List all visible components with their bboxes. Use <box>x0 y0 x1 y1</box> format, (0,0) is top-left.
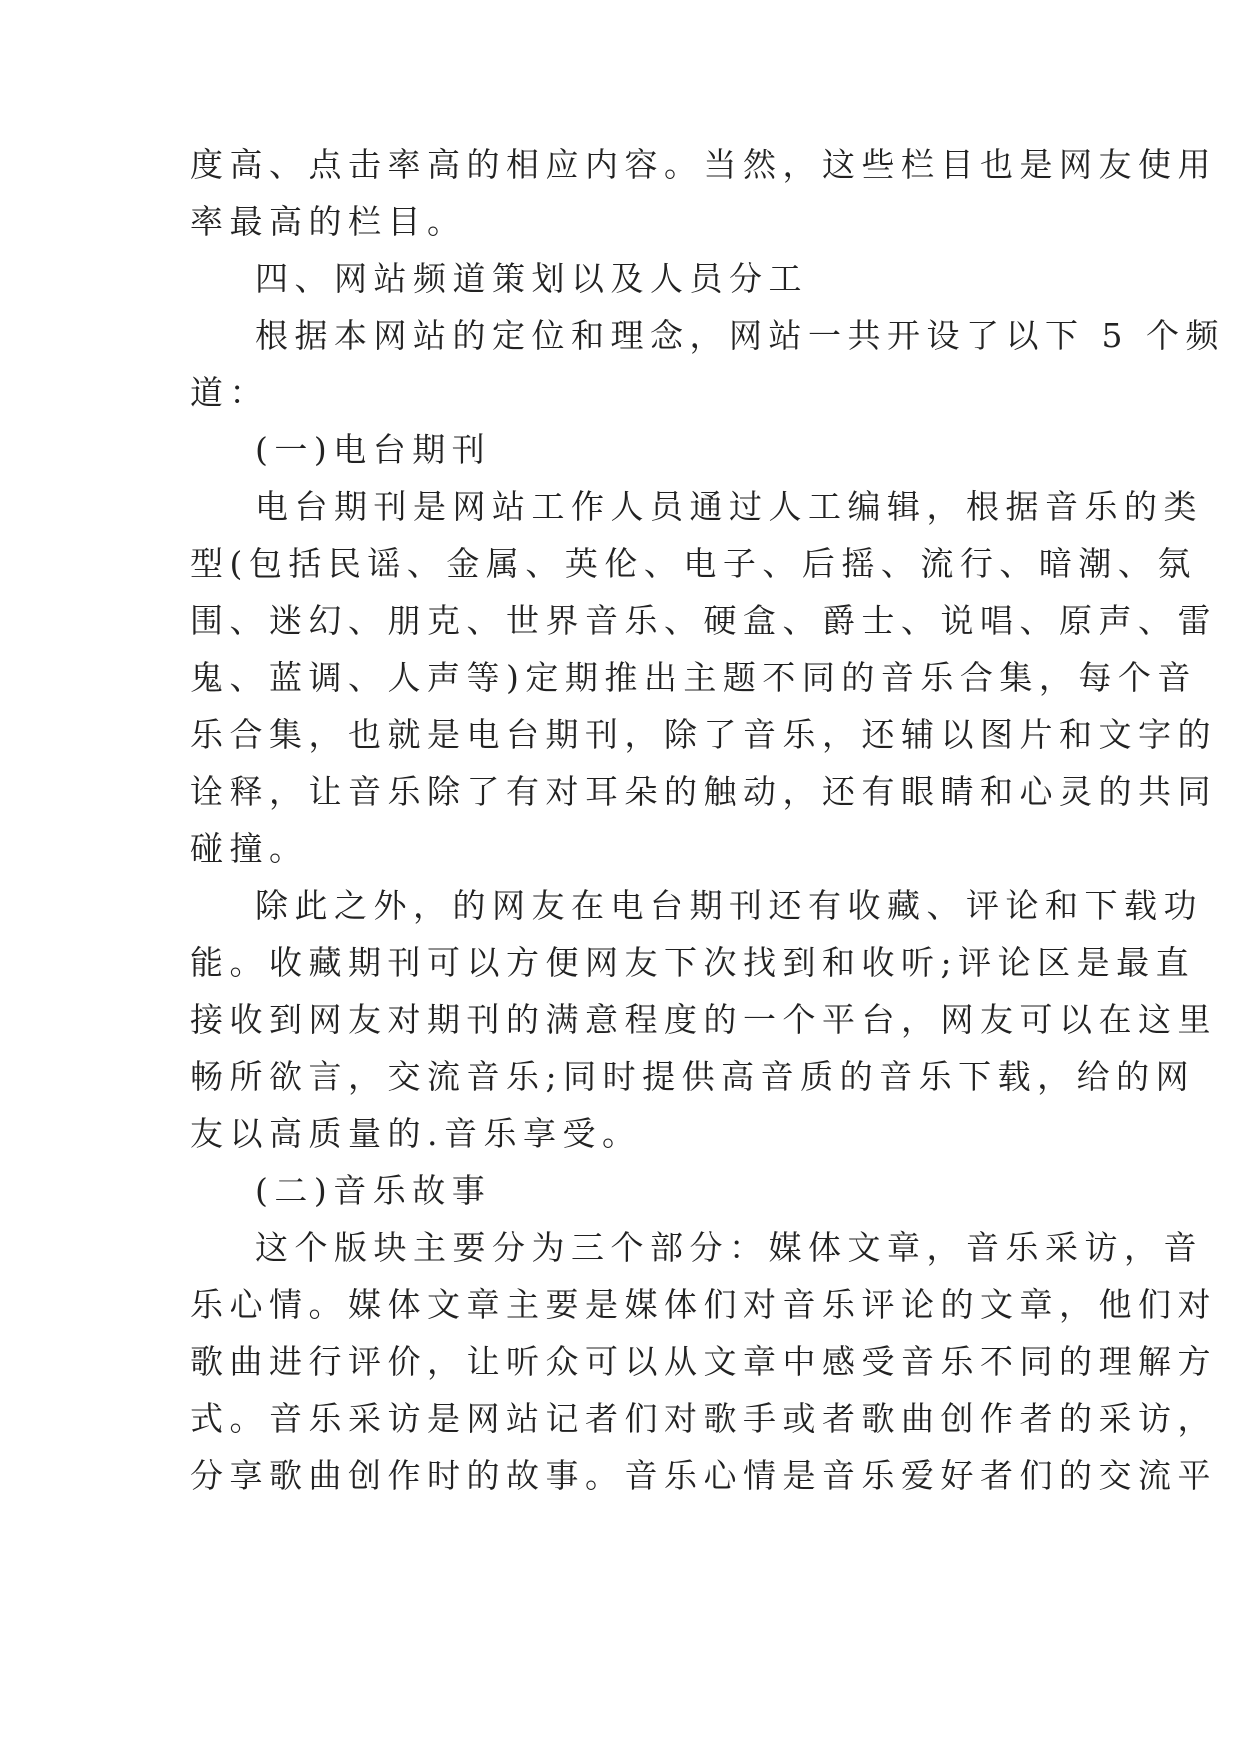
text-line: 能。收藏期刊可以方便网友下次找到和收听;评论区是最直 <box>190 943 1196 982</box>
text-line: 除此之外，的网友在电台期刊还有收藏、评论和下载功 <box>255 886 1203 925</box>
text-line: 度高、点击率高的相应内容。当然，这些栏目也是网友使用 <box>190 145 1217 184</box>
text-line: 鬼、蓝调、人声等)定期推出主题不同的音乐合集，每个音 <box>190 658 1197 697</box>
section-heading: 四、网站频道策划以及人员分工 <box>255 259 808 298</box>
text-line: 电台期刊是网站工作人员通过人工编辑，根据音乐的类 <box>255 487 1203 526</box>
text-line: 率最高的栏目。 <box>190 202 467 241</box>
text-line: 型(包括民谣、金属、英伦、电子、后摇、流行、暗潮、氛 <box>190 544 1197 583</box>
text-line: 式。音乐采访是网站记者们对歌手或者歌曲创作者的采访， <box>190 1399 1217 1438</box>
text-line: 围、迷幻、朋克、世界音乐、硬盒、爵士、说唱、原声、雷 <box>190 601 1217 640</box>
text-line: 友以高质量的.音乐享受。 <box>190 1114 642 1153</box>
text-line: 诠释，让音乐除了有对耳朵的触动，还有眼睛和心灵的共同 <box>190 772 1217 811</box>
text-line: 乐心情。媒体文章主要是媒体们对音乐评论的文章，他们对 <box>190 1285 1217 1324</box>
text-line: 接收到网友对期刊的满意程度的一个平台，网友可以在这里 <box>190 1000 1217 1039</box>
text-line: 畅所欲言，交流音乐;同时提供高音质的音乐下载，给的网 <box>190 1057 1196 1096</box>
subsection-heading: (一)电台期刊 <box>255 430 492 469</box>
text-line: 这个版块主要分为三个部分：媒体文章，音乐采访，音 <box>255 1228 1203 1267</box>
text-line: 歌曲进行评价，让听众可以从文章中感受音乐不同的理解方 <box>190 1342 1217 1381</box>
subsection-heading: (二)音乐故事 <box>255 1171 492 1210</box>
text-line: 碰撞。 <box>190 829 309 868</box>
text-line: 根据本网站的定位和理念，网站一共开设了以下 5 个频 <box>255 316 1225 355</box>
text-line: 乐合集，也就是电台期刊，除了音乐，还辅以图片和文字的 <box>190 715 1217 754</box>
text-line: 分享歌曲创作时的故事。音乐心情是音乐爱好者们的交流平 <box>190 1456 1217 1495</box>
text-line: 道： <box>190 373 269 412</box>
